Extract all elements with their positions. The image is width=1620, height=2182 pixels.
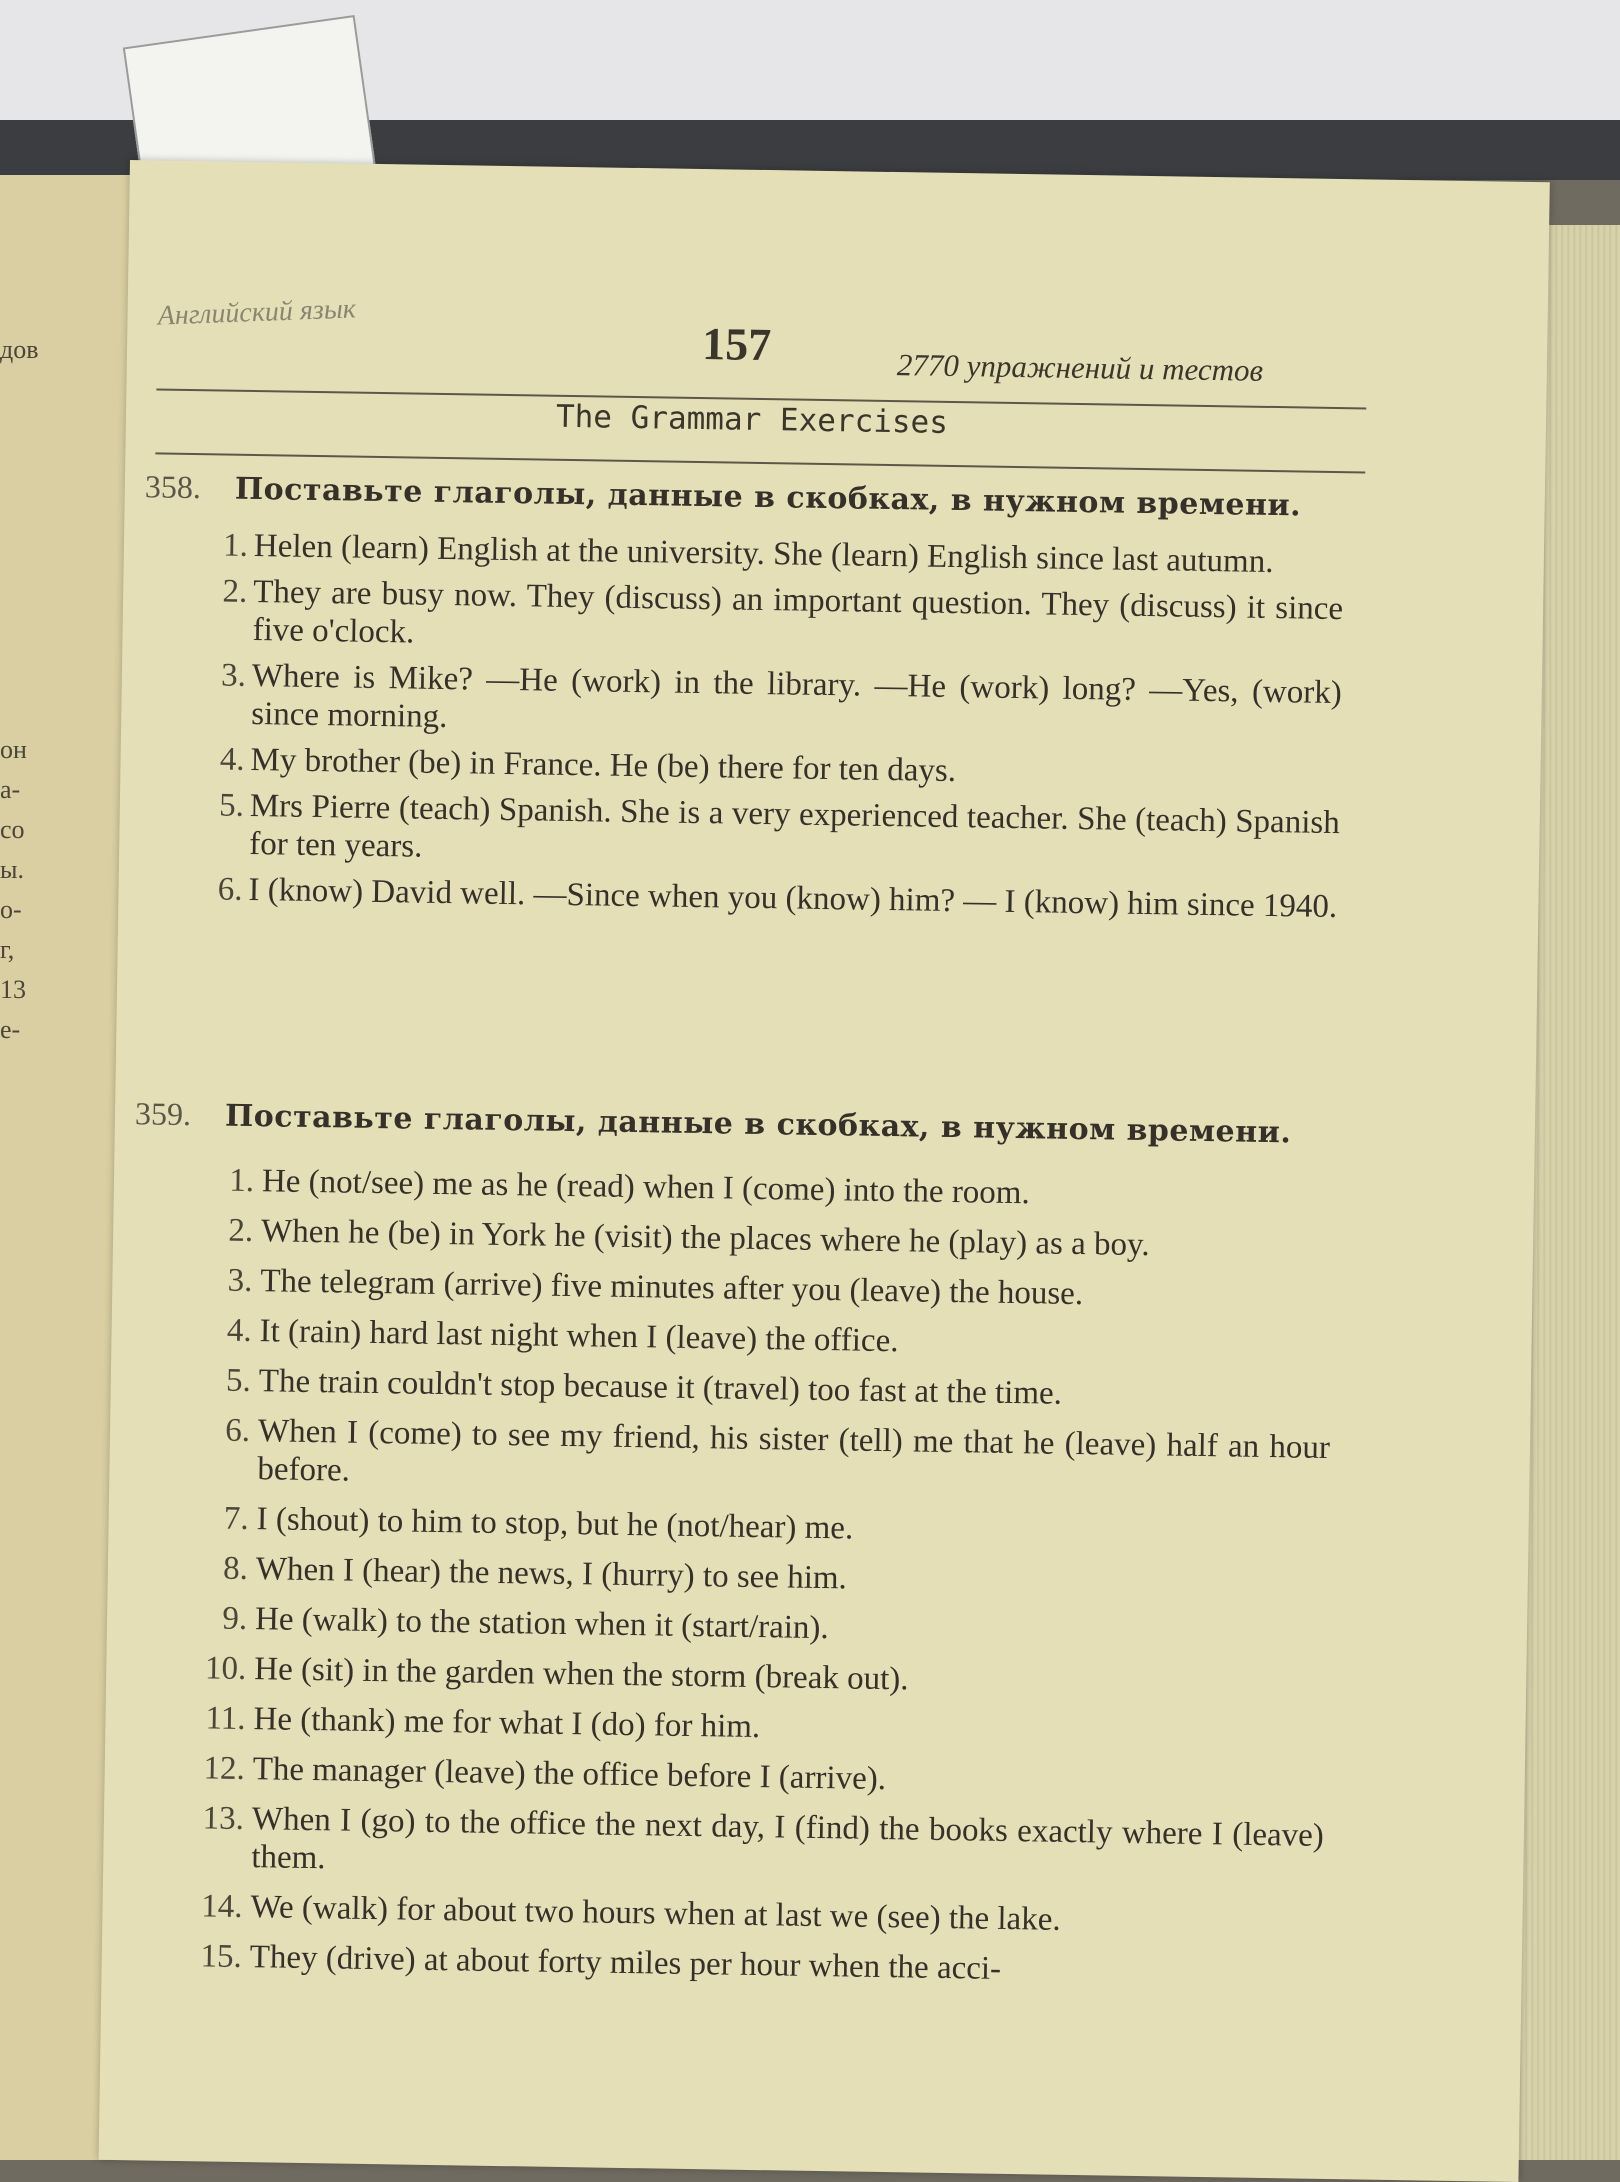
item-number: 4. <box>219 741 245 778</box>
item-number: 3. <box>227 1262 253 1300</box>
item-number: 6. <box>217 871 243 908</box>
exercise-item <box>203 1211 1333 1267</box>
left-fragment: со <box>0 815 25 844</box>
item-text: He (sit) in the garden when the storm (break out). <box>254 1651 909 1698</box>
item-text: I (shout) to him to stop, but he (not/hear) me. <box>256 1501 854 1547</box>
exercise-item <box>214 526 1344 582</box>
page-subtitle: The Grammar Exercises <box>555 398 949 441</box>
item-text: We (walk) for about two hours when at last we (see) the lake. <box>250 1889 1061 1938</box>
exercise-item <box>194 1749 1324 1805</box>
exercise-item <box>195 1699 1325 1755</box>
header-left: Английский язык <box>157 293 357 332</box>
exercise-number: 359. <box>134 1095 192 1133</box>
left-fragment: о- <box>0 895 22 924</box>
item-text: Where is Mike? —He (work) in the library. —He (work) long? —Yes, (work) since morning. <box>251 657 1343 736</box>
left-fragment: он <box>0 735 27 764</box>
exercise-359 <box>115 1095 1415 1987</box>
exercise-item <box>192 1887 1322 1943</box>
item-text: It (rain) hard last night when I (leave) the office. <box>259 1313 899 1360</box>
item-number: 13. <box>202 1800 245 1837</box>
subtitle-rule <box>155 452 1365 473</box>
exercise-items <box>191 1161 1334 2005</box>
exercise-item <box>198 1549 1328 1605</box>
item-text: Mrs Pierre (teach) Spanish. She is a very experienced teacher. She (teach) Spanish for ten years. <box>248 787 1341 865</box>
item-number: 2. <box>228 1212 254 1250</box>
exercise-item <box>204 1161 1334 1217</box>
exercise-item <box>193 1799 1324 1893</box>
item-number: 8. <box>222 1550 249 1588</box>
item-number: 3. <box>220 657 247 694</box>
left-fragment: г, <box>0 935 15 964</box>
exercise-item <box>201 1361 1331 1417</box>
item-number: 9. <box>222 1600 248 1638</box>
item-number: 4. <box>226 1312 252 1350</box>
exercise-items <box>208 526 1344 934</box>
item-text: They are busy now. They (discuss) an important question. They (discuss) it since five o'clock. <box>252 573 1344 651</box>
exercise-item <box>198 1499 1328 1555</box>
item-text: The telegram (arrive) five minutes after you (leave) the house. <box>260 1263 1084 1313</box>
exercise-item <box>199 1411 1330 1505</box>
exercise-item <box>202 1261 1332 1317</box>
item-text: When I (hear) the news, I (hurry) to see him. <box>255 1551 848 1597</box>
item-number: 14. <box>201 1888 243 1925</box>
item-number: 15. <box>200 1938 243 1975</box>
left-fragment: е- <box>0 1015 21 1044</box>
left-fragment: 13 <box>0 975 26 1004</box>
exercise-item <box>197 1599 1327 1655</box>
item-number: 10. <box>204 1650 247 1688</box>
exercise-number: 358. <box>144 468 202 506</box>
item-number: 2. <box>222 573 248 610</box>
item-number: 12. <box>203 1750 246 1787</box>
item-text: Helen (learn) English at the university. She (learn) English since last autumn. <box>253 527 1274 581</box>
item-number: 1. <box>228 1162 255 1200</box>
item-text: They (drive) at about forty miles per hour when the acci- <box>249 1939 1002 1987</box>
item-text: He (walk) to the station when it (start/rain). <box>254 1601 829 1647</box>
exercise-instruction: Поставьте глаголы, данные в скобках, в нужном времени. <box>224 1098 1292 1151</box>
exercise-item <box>196 1649 1326 1705</box>
item-text: He (thank) me for what I (do) for him. <box>253 1701 761 1746</box>
exercise-item <box>211 656 1342 750</box>
header-right: 2770 упражнений и тестов <box>896 347 1264 388</box>
left-fragment: а- <box>0 775 21 804</box>
left-fragment: ы. <box>0 855 24 884</box>
item-number: 5. <box>225 1362 252 1400</box>
item-number: 6. <box>225 1412 251 1450</box>
book-page <box>99 160 1550 2182</box>
exercise-item <box>212 572 1343 666</box>
exercise-item <box>209 786 1340 880</box>
item-number: 5. <box>218 787 245 824</box>
item-text: When I (go) to the office the next day, I (find) the books exactly where I (leave) them. <box>251 1801 1325 1877</box>
item-number: 11. <box>205 1700 246 1738</box>
left-fragment: дов <box>0 335 39 364</box>
item-text: My brother (be) in France. He (be) there for ten days. <box>250 741 957 790</box>
exercise-instruction: Поставьте глаголы, данные в скобках, в нужном времени. <box>234 471 1302 524</box>
item-text: The manager (leave) the office before I (arrive). <box>252 1751 887 1798</box>
exercise-item <box>201 1311 1331 1367</box>
item-text: When I (come) to see my friend, his sister (tell) me that he (leave) half an hour before. <box>257 1413 1331 1489</box>
exercise-item <box>191 1937 1321 1993</box>
item-number: 7. <box>223 1500 249 1538</box>
item-number: 1. <box>222 527 249 564</box>
exercise-item <box>210 740 1340 796</box>
item-text: When he (be) in York he (visit) the places where he (play) as a boy. <box>260 1213 1150 1264</box>
item-text: I (know) David well. —Since when you (know) him? — I (know) him since 1940. <box>248 871 1338 926</box>
page-number: 157 <box>701 318 772 371</box>
item-text: The train couldn't stop because it (travel) too fast at the time. <box>258 1363 1063 1412</box>
exercise-item <box>208 870 1338 926</box>
item-text: He (not/see) me as he (read) when I (come) into the room. <box>261 1163 1031 1212</box>
